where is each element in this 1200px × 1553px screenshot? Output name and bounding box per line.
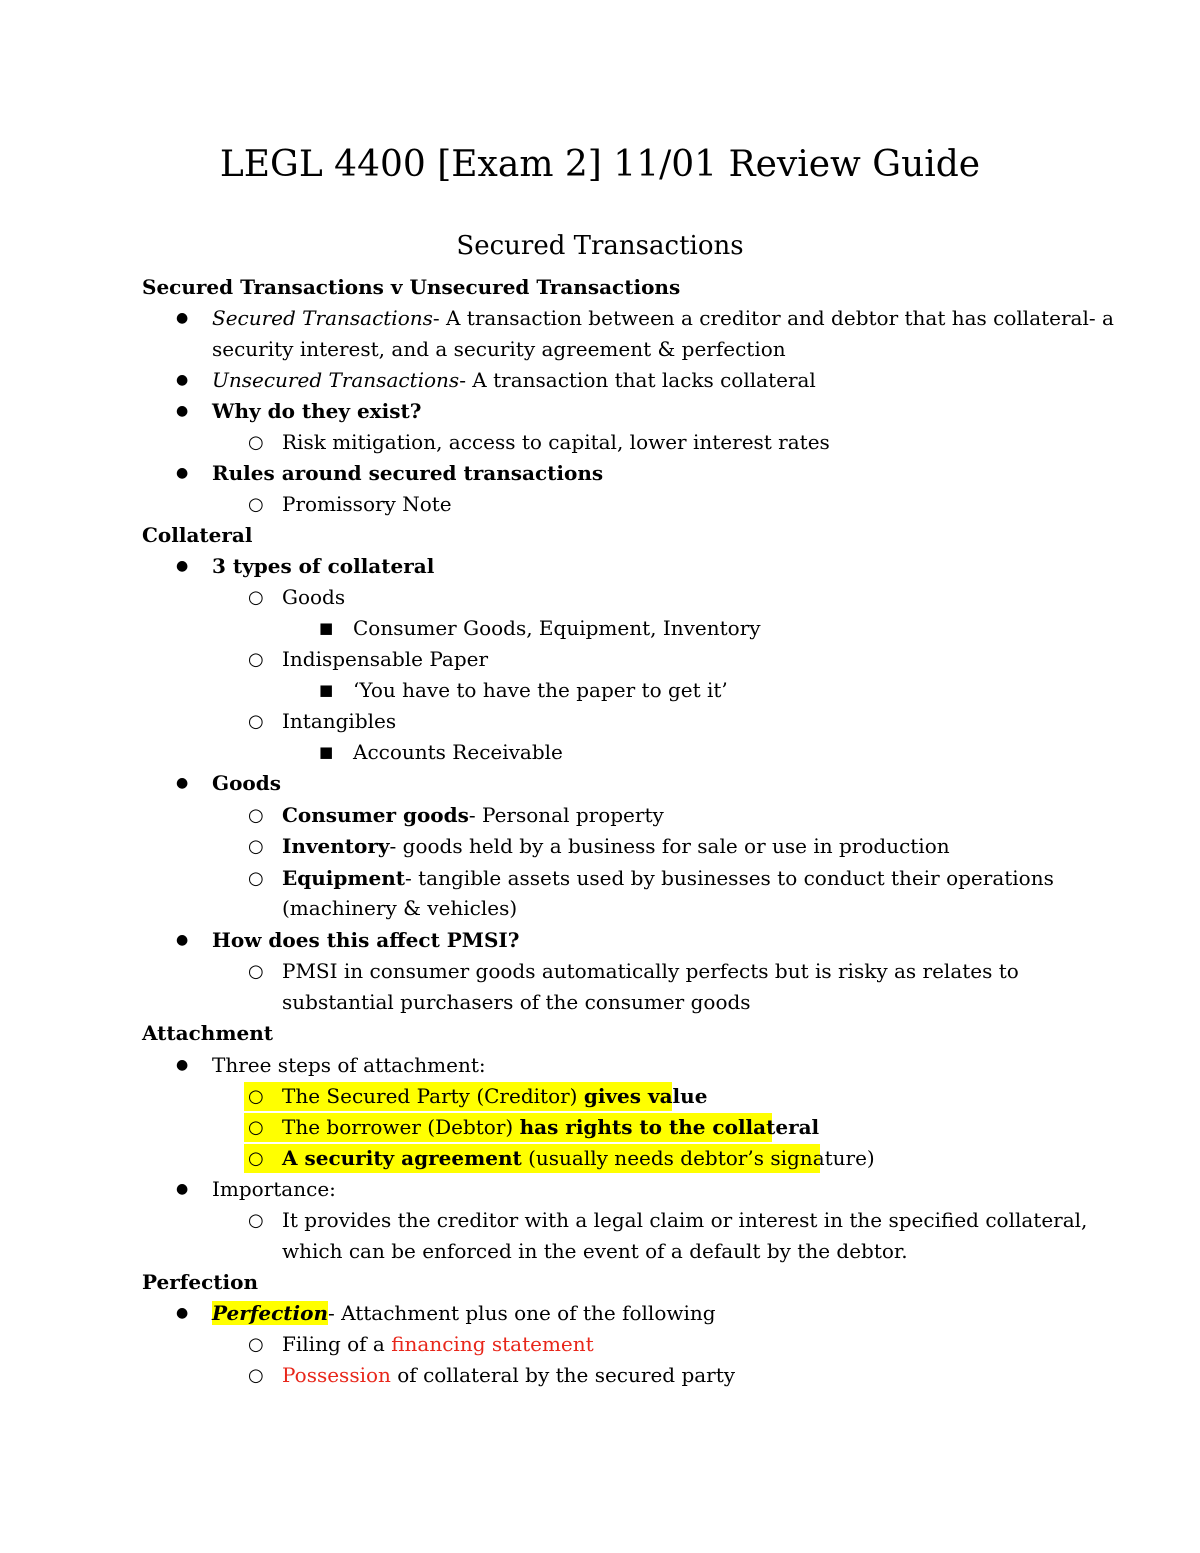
- definition: - Attachment plus one of the following: [328, 1301, 716, 1325]
- sub-item: Goods: [282, 585, 346, 609]
- sub-item-continuation: which can be enforced in the event of a default by the debtor.: [282, 1239, 908, 1263]
- sub-item: Intangibles: [282, 709, 397, 733]
- sub-item: Risk mitigation, access to capital, lower interest rates: [282, 430, 830, 454]
- attachment-step: [282, 1143, 875, 1174]
- step-emphasis: A security agreement: [282, 1146, 522, 1170]
- heading-collateral: Collateral: [142, 523, 253, 547]
- sub-sub-item: Accounts Receivable: [353, 740, 563, 764]
- list-item: [212, 303, 1114, 334]
- circle-bullet-icon: ○: [248, 1365, 264, 1386]
- bullet-icon: ●: [176, 1057, 189, 1073]
- bullet-icon: ●: [176, 1181, 189, 1197]
- option-red-term: Possession: [282, 1363, 391, 1387]
- circle-bullet-icon: ○: [248, 1117, 264, 1138]
- bullet-icon: ●: [176, 403, 189, 419]
- sub-item: [282, 1329, 594, 1360]
- bullet-icon: ●: [176, 465, 189, 481]
- circle-bullet-icon: ○: [248, 961, 264, 982]
- page-title: LEGL 4400 [Exam 2] 11/01 Review Guide: [219, 144, 981, 185]
- list-item: [212, 1298, 716, 1329]
- option-text: of collateral by the secured party: [390, 1363, 736, 1387]
- circle-bullet-icon: ○: [248, 1334, 264, 1355]
- step-text: (usually needs debtor’s signature): [521, 1146, 875, 1170]
- list-item-continuation: security interest, and a security agreement & perfection: [212, 337, 786, 361]
- sub-item: [282, 831, 950, 862]
- sub-item: PMSI in consumer goods automatically perfects but is risky as relates to: [282, 959, 1019, 983]
- square-bullet-icon: ■: [319, 619, 334, 637]
- term-equipment: Equipment: [282, 866, 406, 890]
- term-inventory: Inventory: [282, 834, 390, 858]
- definition: - Personal property: [468, 803, 664, 827]
- sub-item: [282, 1360, 735, 1391]
- definition: - A transaction between a creditor and debtor that has collateral- a: [432, 306, 1114, 330]
- list-item: [212, 365, 816, 396]
- circle-bullet-icon: ○: [248, 1210, 264, 1231]
- circle-bullet-icon: ○: [248, 711, 264, 732]
- list-item: Three steps of attachment:: [212, 1053, 486, 1077]
- heading-attachment: Attachment: [142, 1021, 273, 1045]
- square-bullet-icon: ■: [319, 681, 334, 699]
- term-secured: Secured Transactions: [212, 306, 433, 330]
- option-red-term: financing statement: [391, 1332, 594, 1356]
- step-text: The Secured Party (Creditor): [282, 1084, 584, 1108]
- bullet-icon: ●: [176, 1305, 189, 1321]
- list-item: Goods: [212, 771, 282, 795]
- list-item: Importance:: [212, 1177, 336, 1201]
- bullet-icon: ●: [176, 372, 189, 388]
- sub-item: Indispensable Paper: [282, 647, 489, 671]
- circle-bullet-icon: ○: [248, 868, 264, 889]
- circle-bullet-icon: ○: [248, 836, 264, 857]
- definition: - tangible assets used by businesses to conduct their operations: [405, 866, 1054, 890]
- circle-bullet-icon: ○: [248, 805, 264, 826]
- circle-bullet-icon: ○: [248, 1086, 264, 1107]
- list-item: How does this affect PMSI?: [212, 928, 520, 952]
- step-emphasis: gives value: [583, 1084, 708, 1108]
- heading-perfection: Perfection: [142, 1270, 258, 1294]
- circle-bullet-icon: ○: [248, 494, 264, 515]
- sub-item: Promissory Note: [282, 492, 452, 516]
- list-item: 3 types of collateral: [212, 554, 435, 578]
- square-bullet-icon: ■: [319, 743, 334, 761]
- bullet-icon: ●: [176, 775, 189, 791]
- list-item: Rules around secured transactions: [212, 461, 604, 485]
- circle-bullet-icon: ○: [248, 1148, 264, 1169]
- attachment-step: [282, 1112, 819, 1143]
- sub-sub-item: Consumer Goods, Equipment, Inventory: [353, 616, 761, 640]
- definition: - goods held by a business for sale or use in production: [389, 834, 950, 858]
- sub-item: [282, 863, 1054, 894]
- bullet-icon: ●: [176, 932, 189, 948]
- term-consumer-goods: Consumer goods: [282, 803, 469, 827]
- circle-bullet-icon: ○: [248, 432, 264, 453]
- sub-sub-item: ‘You have to have the paper to get it’: [353, 678, 728, 702]
- option-text: Filing of a: [282, 1332, 392, 1356]
- sub-item: [282, 800, 664, 831]
- sub-item-continuation: (machinery & vehicles): [282, 896, 518, 920]
- bullet-icon: ●: [176, 310, 189, 326]
- circle-bullet-icon: ○: [248, 587, 264, 608]
- step-emphasis: has rights to the collateral: [519, 1115, 820, 1139]
- attachment-step: [282, 1081, 707, 1112]
- heading-secured-vs-unsecured: Secured Transactions v Unsecured Transactions: [142, 275, 681, 299]
- list-item: Why do they exist?: [212, 399, 422, 423]
- step-text: The borrower (Debtor): [282, 1115, 520, 1139]
- bullet-icon: ●: [176, 558, 189, 574]
- sub-item-continuation: substantial purchasers of the consumer goods: [282, 990, 751, 1014]
- term-perfection: Perfection: [212, 1301, 328, 1325]
- circle-bullet-icon: ○: [248, 649, 264, 670]
- definition: - A transaction that lacks collateral: [459, 368, 816, 392]
- sub-item: It provides the creditor with a legal claim or interest in the specified collateral,: [282, 1208, 1088, 1232]
- section-title: Secured Transactions: [456, 231, 744, 261]
- term-unsecured: Unsecured Transactions: [212, 368, 460, 392]
